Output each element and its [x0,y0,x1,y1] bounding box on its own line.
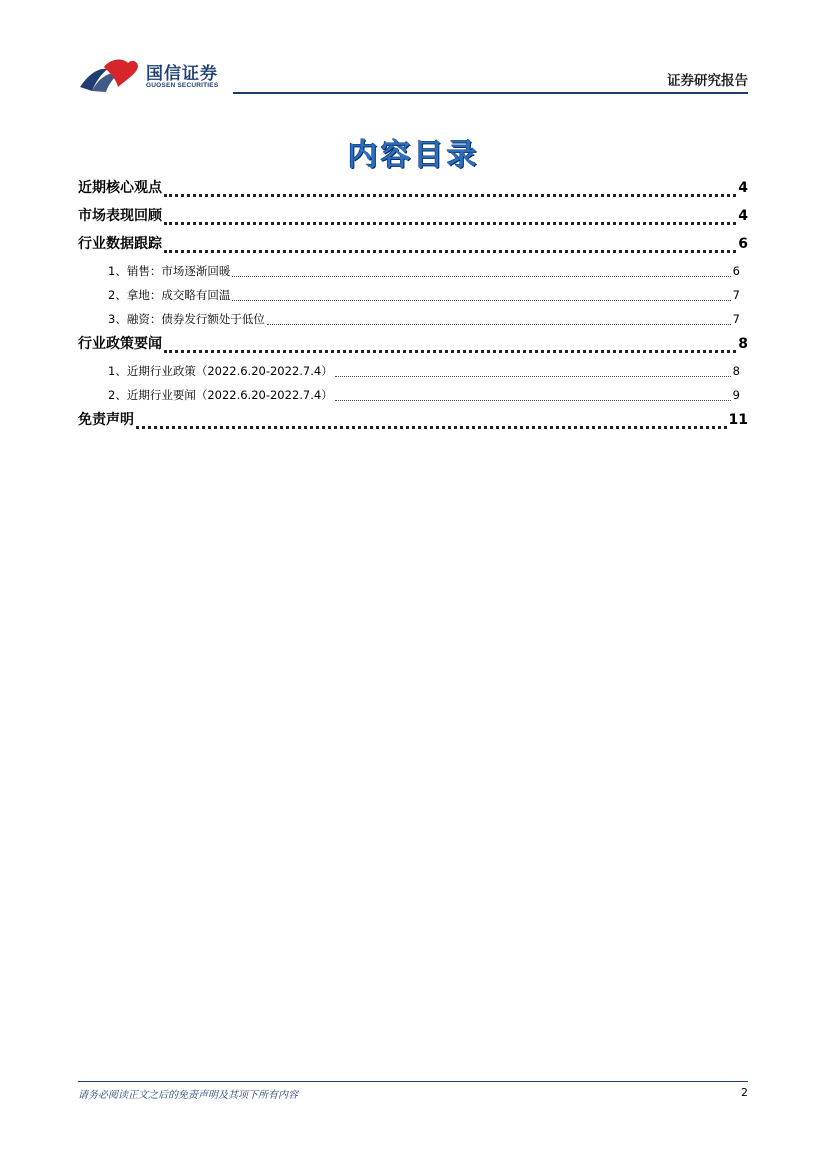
guosen-logo-mark-icon [78,57,140,93]
toc-dot-leader [164,350,736,353]
toc-entry-page: 7 [732,312,740,326]
toc-entry-page: 11 [728,412,748,428]
toc-dot-leader [267,324,731,325]
footer-divider [78,1081,748,1082]
toc-dot-leader [335,376,731,377]
table-of-contents [78,176,748,436]
toc-subentry[interactable] [78,360,748,384]
toc-entry[interactable] [78,408,748,436]
toc-subentry[interactable] [78,260,748,284]
toc-dot-leader [164,222,736,225]
toc-dot-leader [335,400,731,401]
toc-entry-label: 市场表现回顾 [78,208,162,224]
logo-chinese-name: 国信证券 [146,64,218,84]
toc-entry-label: 行业政策要闻 [78,336,162,352]
toc-entry-page: 9 [732,388,740,402]
toc-entry[interactable] [78,204,748,232]
toc-entry-label: 免责声明 [78,412,134,428]
toc-entry-page: 7 [732,288,740,302]
toc-entry-page: 6 [732,264,740,278]
toc-entry-page: 4 [738,208,748,224]
logo-english-name: GUOSEN SECURITIES [146,82,219,89]
toc-entry-label: 2、近期行业要闻（2022.6.20-2022.7.4） [108,388,333,402]
toc-entry[interactable] [78,232,748,260]
toc-subentry[interactable] [78,384,748,408]
toc-entry-page: 6 [738,236,748,252]
toc-subentry[interactable] [78,308,748,332]
report-type-label: 证券研究报告 [667,73,748,89]
toc-dot-leader [164,194,736,197]
toc-entry-label: 近期核心观点 [78,180,162,196]
footer-disclaimer: 请务必阅读正文之后的免责声明及其项下所有内容 [78,1090,298,1101]
toc-dot-leader [164,250,736,253]
toc-dot-leader [232,300,730,301]
toc-entry[interactable] [78,176,748,204]
guosen-logo [78,57,228,93]
toc-entry-page: 8 [732,364,740,378]
toc-entry-label: 1、近期行业政策（2022.6.20-2022.7.4） [108,364,333,378]
toc-entry-page: 4 [738,180,748,196]
page-header [78,55,748,95]
toc-entry-page: 8 [738,336,748,352]
toc-entry-label: 1、销售：市场逐渐回暖 [108,264,231,278]
toc-entry-label: 3、融资：债券发行额处于低位 [108,312,265,326]
header-divider [233,92,748,94]
toc-title: 内容目录 [347,138,480,173]
toc-dot-leader [232,276,730,277]
toc-entry[interactable] [78,332,748,360]
page-number: 2 [741,1086,748,1099]
toc-entry-label: 行业数据跟踪 [78,236,162,252]
toc-entry-label: 2、拿地：成交略有回温 [108,288,231,302]
toc-dot-leader [136,426,727,429]
toc-subentry[interactable] [78,284,748,308]
